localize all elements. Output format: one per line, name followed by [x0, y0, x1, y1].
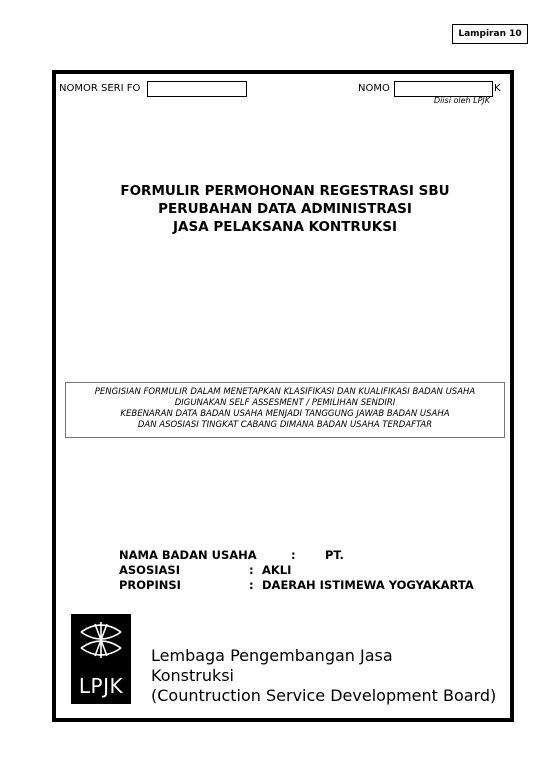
organization-line-2: Konstruksi [151, 666, 234, 685]
form-title [60, 182, 510, 236]
form-title-line-3: JASA PELAKSANA KONTRUKSI [173, 219, 397, 235]
registration-number-label: NOMO [358, 83, 390, 94]
company-name-label: NAMA BADAN USAHA [119, 548, 257, 562]
association-label: ASOSIASI [119, 563, 180, 577]
filled-by-note: Diisi oleh LPJK [433, 96, 490, 105]
registration-number-tail: K [494, 83, 501, 94]
company-name-value: PT. [325, 548, 344, 562]
lampiran-label: Lampiran 10 [452, 24, 528, 44]
lpjk-emblem-icon [71, 614, 131, 674]
form-title-line-1: FORMULIR PERMOHONAN REGESTRASI SBU [120, 183, 450, 199]
association-value: AKLI [262, 563, 292, 577]
organization-line-1: Lembaga Pengembangan Jasa [151, 646, 393, 665]
instruction-line-3: KEBENARAN DATA BADAN USAHA MENJADI TANGGUNG JAWAB BADAN USAHA [120, 409, 450, 419]
province-value: DAERAH ISTIMEWA YOGYAKARTA [262, 578, 474, 592]
instruction-box [65, 382, 505, 438]
instruction-line-2: DIGUNAKAN SELF ASSESMENT / PEMILIHAN SENDIRI [174, 398, 396, 408]
form-title-line-2: PERUBAHAN DATA ADMINISTRASI [158, 201, 412, 217]
registration-number-field[interactable] [394, 81, 493, 97]
instruction-line-1: PENGISIAN FORMULIR DALAM MENETAPKAN KLASIFIKASI DAN KUALIFIKASI BADAN USAHA [94, 387, 476, 397]
lpjk-logo-text: LPJK [78, 674, 124, 698]
serial-number-label: NOMOR SERI FO [59, 83, 141, 94]
company-name-separator: : [291, 548, 296, 562]
organization-name [151, 646, 511, 706]
province-label: PROPINSI [119, 578, 181, 592]
province-separator: : [249, 578, 254, 592]
instruction-line-4: DAN ASOSIASI TINGKAT CABANG DIMANA BADAN USAHA TERDAFTAR [137, 420, 433, 430]
serial-number-field[interactable] [147, 81, 247, 97]
organization-line-3: (Countruction Service Development Board) [151, 686, 497, 705]
association-separator: : [249, 563, 254, 577]
lpjk-logo [71, 614, 131, 704]
